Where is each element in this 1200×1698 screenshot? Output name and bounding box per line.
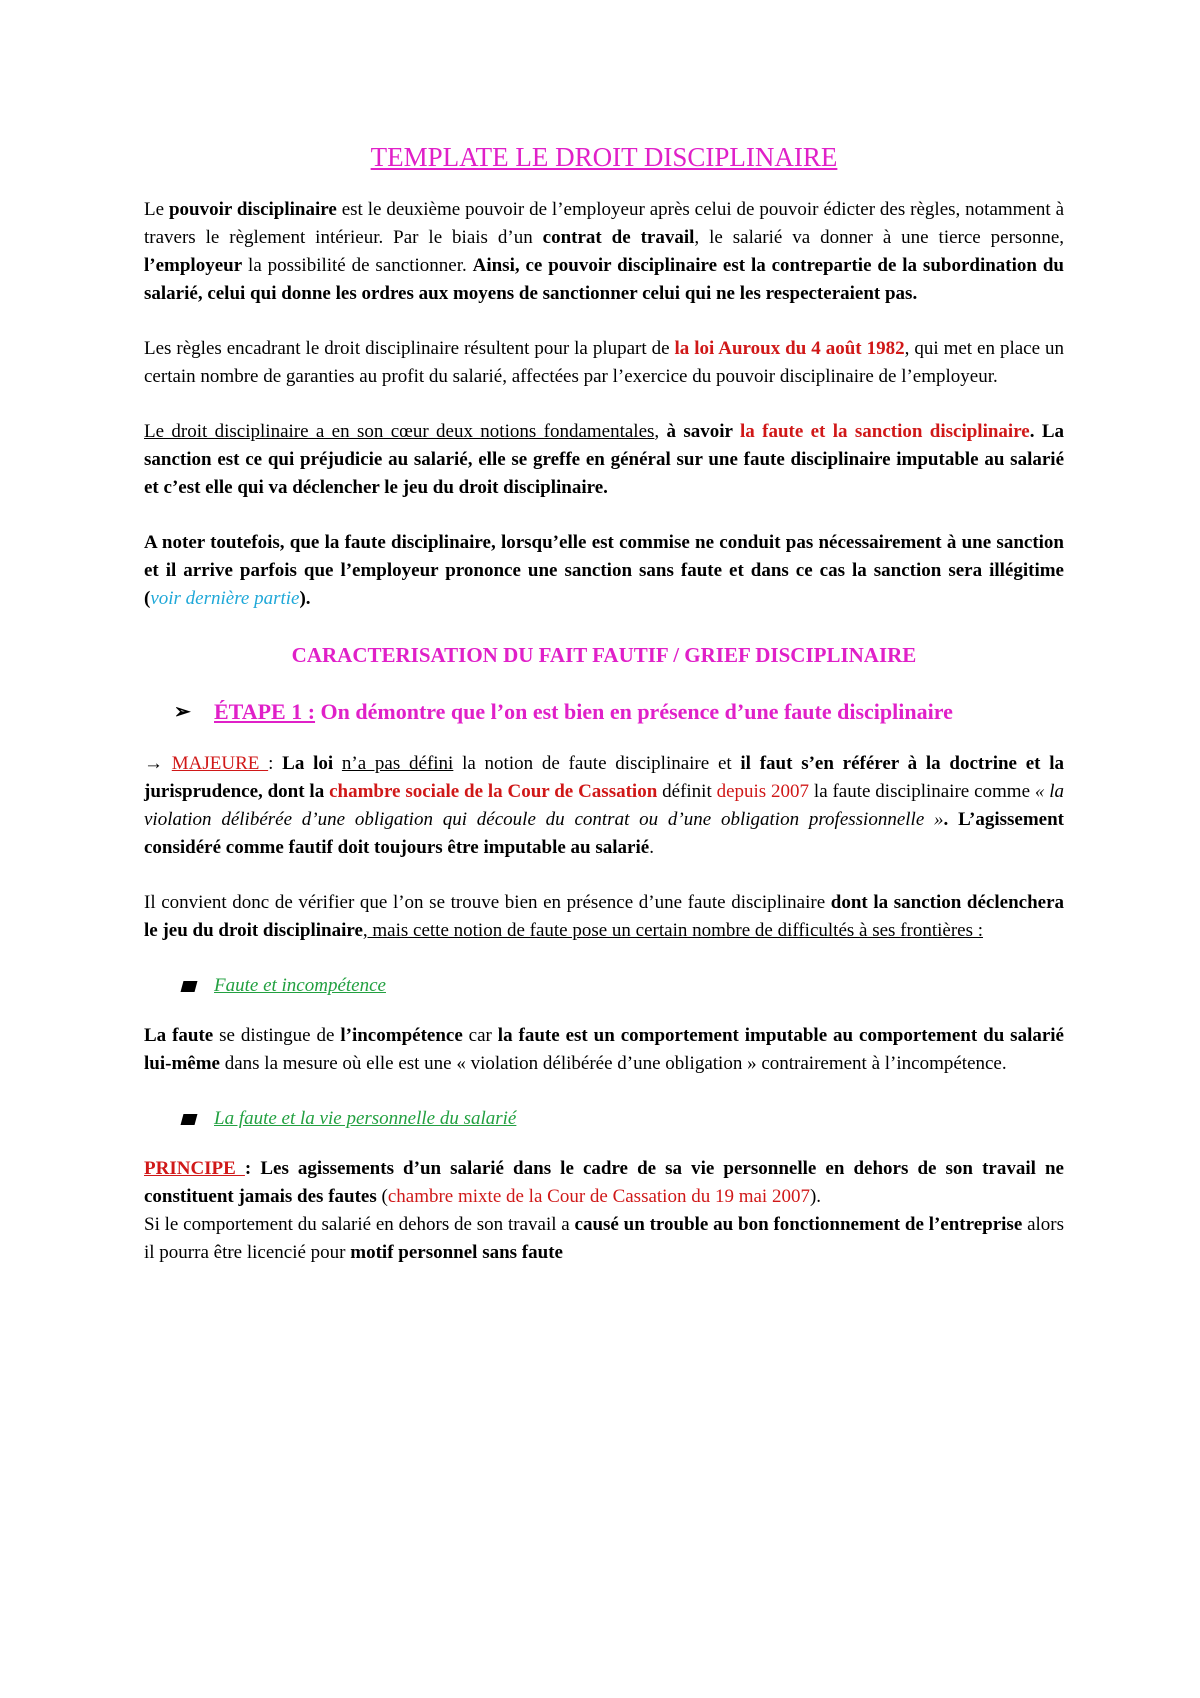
text-italic-quote: « la violation délibérée d’une obligation qui découle du contrat ou d’une obligation professionnelle »	[144, 781, 1065, 830]
text: (	[376, 1186, 388, 1207]
text: dans la mesure où elle est une « violation délibérée d’une obligation » contrairement à l’incompétence.	[219, 1053, 1007, 1074]
bullet-faute-incompetence	[182, 972, 1064, 1000]
label-principe: PRINCIPE	[144, 1158, 245, 1179]
text: , qui met en place un certain nombre de garanties au profit du salarié, affectées par l’exercice du pouvoir disciplinaire de l’employeur.	[144, 338, 1064, 387]
text	[333, 753, 342, 774]
text-bold: La loi	[282, 753, 334, 774]
text-red: chambre mixte de la Cour de Cassation du 19 mai 2007	[387, 1186, 810, 1207]
label-majeure: MAJEURE	[171, 753, 269, 774]
text: Il convient donc de vérifier que l’on se trouve bien en présence d’une faute disciplinaire	[144, 892, 826, 913]
step-description: On démontre que l’on est bien en présence d’une faute disciplinaire	[315, 699, 953, 724]
reference-link[interactable]: voir dernière partie	[150, 588, 300, 609]
paragraph-incompetence	[144, 1022, 1064, 1078]
text: , le salarié va donner à une tierce personne,	[694, 227, 1065, 248]
document-page	[144, 140, 1064, 1267]
text: la faute disciplinaire comme	[809, 781, 1035, 802]
text-bold: ).	[299, 588, 311, 609]
arrow-bullet-icon: ➢	[174, 701, 191, 723]
text: Le	[144, 199, 169, 220]
text: la notion de faute disciplinaire et	[453, 753, 741, 774]
section-heading: CARACTERISATION DU FAIT FAUTIF / GRIEF DISCIPLINAIRE	[291, 643, 917, 667]
bullet-label: La faute et la vie personnelle du salarié	[214, 1108, 517, 1129]
text-bold: l’employeur	[144, 255, 243, 276]
text-bold: . L’agissement considéré comme fautif doit toujours être imputable au salarié	[144, 809, 1064, 858]
text: la possibilité de sanctionner.	[242, 255, 473, 276]
text-bold: contrat de travail	[542, 227, 695, 248]
text-bold: il faut s’en référer à la doctrine et la jurisprudence, dont la	[144, 753, 1065, 802]
text-underlined: n’a pas défini	[341, 753, 454, 774]
paragraph-verification	[144, 889, 1064, 945]
text: Si le comportement du salarié en dehors de son travail a	[144, 1214, 575, 1235]
square-bullet-icon	[181, 1114, 198, 1125]
text-red: depuis 2007	[716, 781, 810, 802]
step-label: ÉTAPE 1 :	[214, 699, 316, 724]
text-bold: La faute	[144, 1025, 214, 1046]
text-bold: causé un trouble au bon fonctionnement de l’entreprise	[574, 1214, 1023, 1235]
text-bold-red: chambre sociale de la Cour de Cassation	[329, 781, 658, 802]
text: ).	[809, 1186, 822, 1207]
text-bold-red: la loi Auroux du 4 août 1982	[674, 338, 905, 359]
text-underlined: Le droit disciplinaire a en son cœur deux notions fondamentales	[144, 421, 655, 442]
text: ,	[654, 421, 667, 442]
text: définit	[657, 781, 717, 802]
paragraph-intro	[144, 196, 1064, 308]
text-bold: : Les agissements d’un salarié dans le cadre de sa vie personnelle en dehors de son travail ne constituent jamais des fautes	[144, 1158, 1064, 1207]
bullet-vie-personnelle	[182, 1105, 1064, 1133]
text: car	[462, 1025, 498, 1046]
paragraph-notions	[144, 418, 1064, 502]
paragraph-note	[144, 529, 1064, 613]
text-bold: dont la sanction déclenchera le jeu du droit disciplinaire	[144, 892, 1065, 941]
text: Les règles encadrant le droit disciplinaire résultent pour la plupart de	[144, 338, 675, 359]
text-bold: l’incompétence	[340, 1025, 463, 1046]
text-bold: motif personnel sans faute	[350, 1242, 563, 1263]
paragraph-trouble	[144, 1211, 1064, 1267]
step-1-heading	[174, 696, 1064, 728]
text-bold: A noter toutefois, que la faute disciplinaire, lorsqu’elle est commise ne conduit pas nécessairement à une sanction et il arrive parfois que l’employeur prononce une sanction sans faute et dans ce cas la sanction sera illégitime (	[144, 532, 1064, 609]
document-title: TEMPLATE LE DROIT DISCIPLINAIRE	[370, 142, 838, 172]
text: est le deuxième pouvoir de l’employeur après celui de pouvoir édicter des règles, notamment à travers le règlement intérieur. Par le biais d’un	[144, 199, 1065, 248]
square-bullet-icon	[181, 981, 198, 992]
text-bold-red: la faute et la sanction disciplinaire	[739, 421, 1030, 442]
text-bold: à savoir	[666, 421, 740, 442]
text-bold: Ainsi, ce pouvoir disciplinaire est la contrepartie de la subordination du salarié, celui qui donne les ordres aux moyens de sanctionner celui qui ne les respecteraient pas.	[144, 255, 1064, 304]
right-arrow-icon: →	[144, 753, 172, 774]
text: .	[649, 837, 654, 858]
text: :	[268, 753, 283, 774]
text: alors il pourra être licencié pour	[144, 1214, 1064, 1263]
bullet-label: Faute et incompétence	[214, 975, 386, 996]
step-1-text	[214, 696, 1064, 728]
text-bold: la faute est un comportement imputable au comportement du salarié lui-même	[144, 1025, 1064, 1074]
text: se distingue de	[213, 1025, 341, 1046]
text-bold: pouvoir disciplinaire	[168, 199, 337, 220]
text-bold: . La sanction est ce qui préjudicie au salarié, elle se greffe en général sur une faute disciplinaire imputable au salarié et c’est elle qui va déclencher le jeu du droit disciplinaire.	[144, 421, 1064, 498]
paragraph-majeure	[144, 750, 1064, 862]
paragraph-principe	[144, 1155, 1064, 1211]
paragraph-loi-auroux	[144, 335, 1064, 391]
text-underlined: , mais cette notion de faute pose un certain nombre de difficultés à ses frontières :	[362, 920, 983, 941]
